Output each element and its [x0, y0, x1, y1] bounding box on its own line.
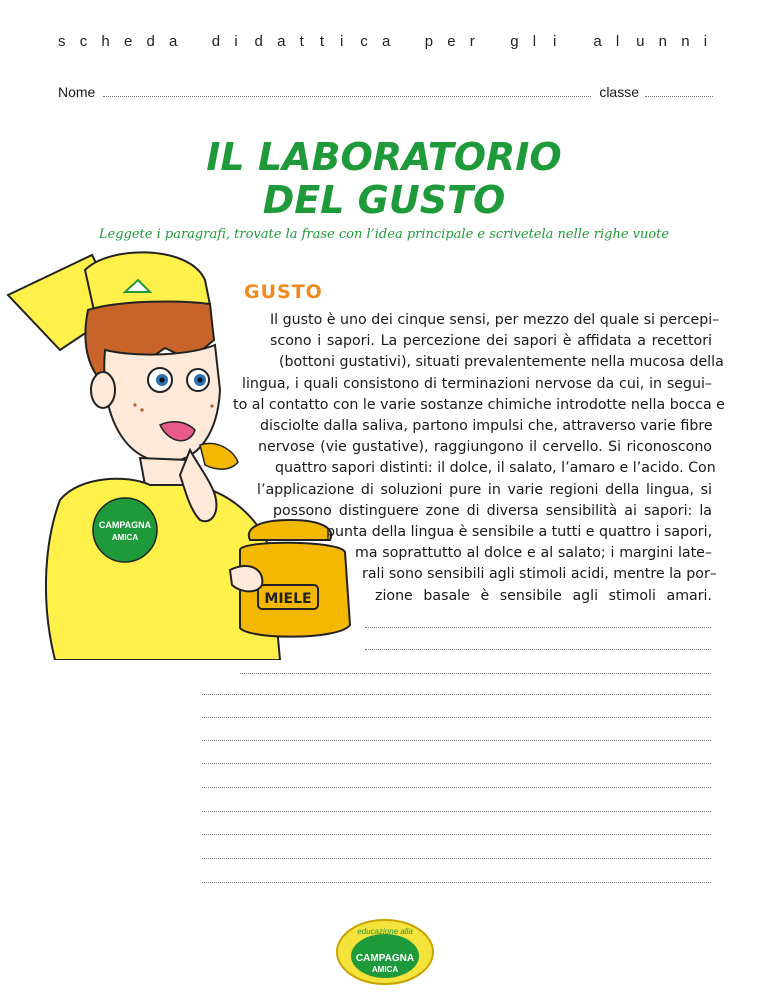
header-letter: p [424, 33, 434, 50]
shirt-logo-sub: AMICA [111, 533, 139, 542]
header-letter: i [703, 33, 708, 50]
paragraph-line: to al contatto con le varie sostanze chimiche introdotte nella bocca e [233, 396, 725, 413]
header-letter [490, 33, 496, 50]
header-letter: l [615, 33, 620, 50]
header-letter: e [447, 33, 456, 50]
header-letter: i [234, 33, 238, 50]
instructions: Leggete i paragrafi, trovate la frase con l’idea principale e scrivetela nelle righe vuote [98, 227, 670, 242]
campagna-amica-logo [333, 916, 437, 988]
answer-line[interactable] [365, 627, 711, 628]
answer-line[interactable] [202, 694, 711, 695]
header-letter [405, 33, 411, 50]
answer-line[interactable] [202, 834, 711, 835]
paragraph-line: nervose (vie gustative), raggiungono il cervello. Si riconoscono [258, 439, 712, 456]
answer-line[interactable] [202, 811, 711, 812]
answer-line[interactable] [202, 763, 711, 764]
paragraph-line: (bottoni gustativi), situati prevalentemente nella mucosa della [279, 354, 724, 371]
class-field[interactable] [645, 84, 713, 97]
section-heading: GUSTO [244, 281, 323, 303]
name-label: Nome [58, 84, 96, 100]
header-letter: u [636, 33, 645, 50]
header-letter: c [360, 33, 368, 50]
answer-line[interactable] [202, 787, 711, 788]
header-letter: g [510, 33, 519, 50]
header-letter: t [299, 33, 304, 50]
paragraph-line: l’applicazione di soluzioni pure in varie regioni della lingua, si [257, 481, 712, 498]
header-letter: c [79, 33, 88, 50]
jar-label: MIELE [264, 591, 312, 607]
answer-line[interactable] [365, 649, 711, 650]
header-letter: d [211, 33, 221, 50]
header-letter: a [277, 33, 286, 50]
paragraph-line: possono distinguere zone di diversa sensibilità ai sapori: la [273, 502, 712, 519]
header-letter: r [469, 33, 475, 50]
header-letter: i [552, 33, 557, 50]
answer-line[interactable] [240, 673, 711, 674]
header-strip [58, 33, 710, 50]
shirt-logo-main: CAMPAGNA [98, 520, 152, 530]
answer-line[interactable] [202, 858, 711, 859]
class-label: classe [599, 84, 639, 100]
header-letter: i [340, 33, 344, 50]
header-letter: h [101, 33, 110, 50]
footer-logo-main: CAMPAGNA [355, 953, 415, 964]
header-letter: n [658, 33, 667, 50]
paragraph-line: scono i sapori. La percezione dei sapori è affidata a recettori [270, 333, 712, 350]
paragraph-line: punta della lingua è sensibile a tutti e quattro i sapori, [326, 524, 713, 540]
header-letter: a [381, 33, 391, 50]
header-letter [573, 33, 579, 50]
header-letter [192, 33, 198, 50]
paragraph-line: ma soprattutto al dolce e al salato; i margini late– [355, 545, 712, 562]
paragraph-line: quattro sapori distinti: il dolce, il salato, l’amaro e l’acido. Con [275, 460, 716, 477]
title-line-1: IL LABORATORIO [206, 135, 562, 179]
header-letter: d [254, 33, 263, 50]
header-letter: d [146, 33, 155, 50]
answer-line[interactable] [202, 740, 711, 741]
footer-logo-sub: AMICA [371, 965, 399, 974]
header-letter: a [593, 33, 602, 50]
paragraph-line: Il gusto è uno dei cinque sensi, per mezzo del quale si percepi– [270, 312, 720, 328]
footer-logo-top: educazione alla [357, 927, 413, 936]
header-letter: l [532, 33, 537, 50]
paragraph-line: lingua, i quali consistono di terminazioni nervose da cui, in segui– [242, 375, 712, 392]
name-field[interactable] [103, 84, 591, 97]
header-letter: n [681, 33, 690, 50]
header-letter: t [319, 33, 325, 50]
answer-line[interactable] [202, 882, 711, 883]
header-letter: s [58, 33, 66, 50]
header-letter: e [123, 33, 133, 50]
answer-line[interactable] [202, 717, 711, 718]
title-line-2: DEL GUSTO [262, 178, 506, 222]
paragraph-line: rali sono sensibili agli stimoli acidi, mentre la por– [362, 566, 717, 583]
paragraph-line: zione basale è sensibile agli stimoli amari. [375, 587, 712, 604]
name-class-row [58, 84, 713, 100]
header-letter: a [169, 33, 178, 50]
paragraph-line: disciolte dalla saliva, partono impulsi che, attraverso varie fibre [260, 418, 713, 434]
